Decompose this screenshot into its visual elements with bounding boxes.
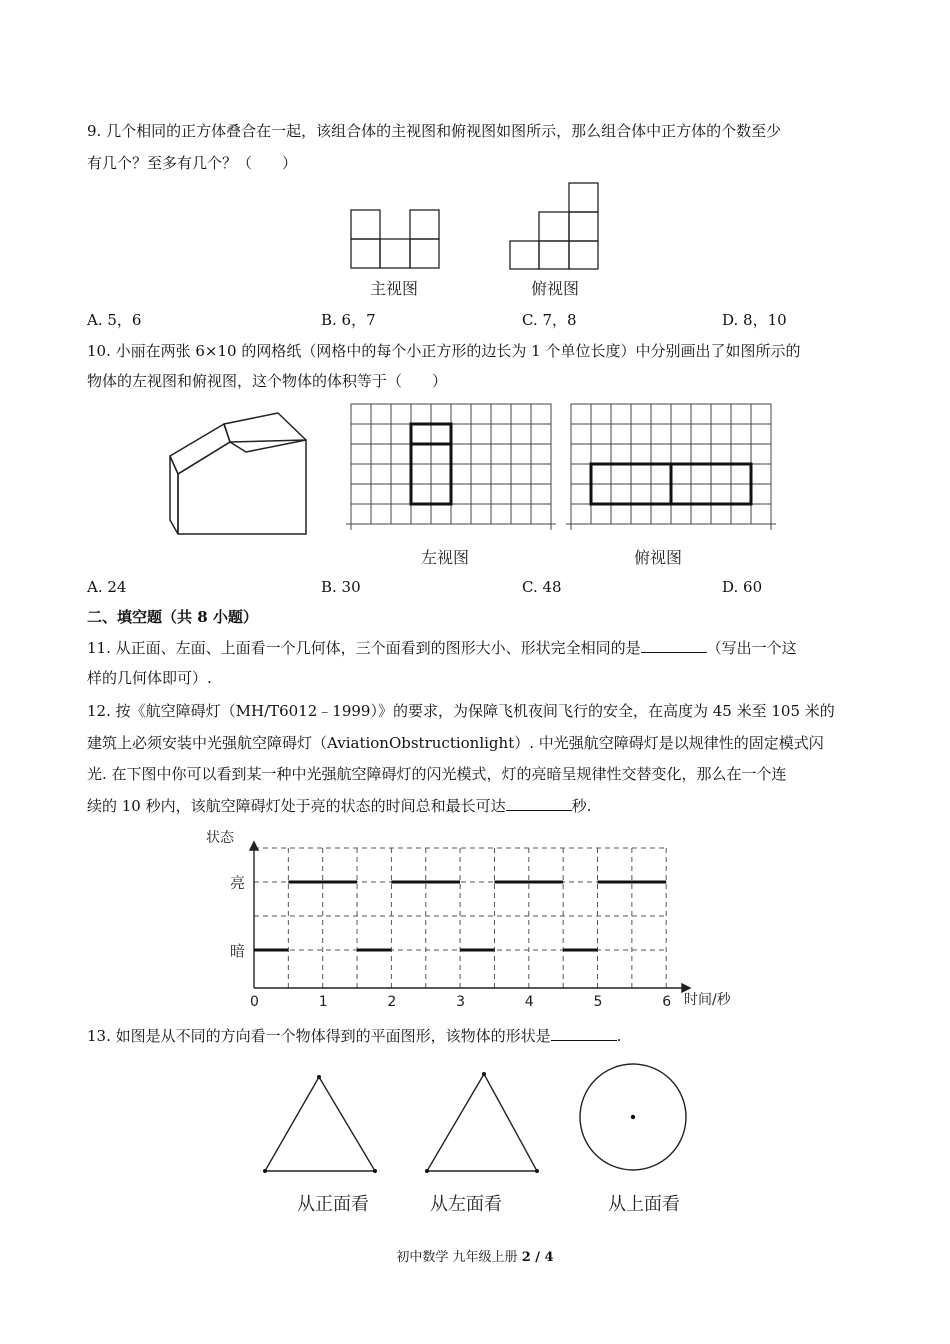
chart-y-axis-arrow [250, 842, 258, 850]
q12-light-status-chart [198, 824, 750, 1014]
q13-front-view-triangle [260, 1070, 380, 1178]
q11-answer-blank[interactable] [641, 638, 707, 653]
chart-ytick-label: 暗 [230, 942, 246, 960]
q11-text-line2: 样的几何体即可）. [87, 669, 212, 687]
q10-top-view-label: 俯视图 [634, 548, 683, 567]
page-footer [0, 1246, 950, 1265]
q10-left-view-grid [346, 400, 558, 532]
q10-solid-figure [166, 412, 308, 538]
q13-left-view-label: 从左面看 [430, 1194, 502, 1215]
q9-top-view-figure [509, 182, 601, 272]
q13-left-view-triangle [420, 1067, 544, 1179]
chart-ylabel: 状态 [206, 830, 234, 846]
q11-text-line1-part2: （写出一个这 [706, 639, 797, 657]
q12-text-line4-part2: 秒. [571, 797, 592, 815]
q9-text-line1: 9. 几个相同的正方体叠合在一起，该组合体的主视图和俯视图如图所示，那么组合体中正方体的个数至少 [87, 122, 782, 140]
chart-xtick-label: 4 [524, 994, 534, 1010]
q10-option-b: B. 30 [321, 578, 361, 596]
q13-top-view-label: 从上面看 [608, 1194, 680, 1215]
chart-xtick-label: 3 [456, 994, 466, 1010]
q11-text-line1 [87, 638, 797, 658]
q13-text-line1-part1: 13. 如图是从不同的方向看一个物体得到的平面图形，该物体的形状是 [87, 1027, 551, 1045]
q10-text-line1: 10. 小丽在两张 6×10 的网格纸（网格中的每个小正方形的边长为 1 个单位长度）中分别画出了如图所示的 [87, 342, 801, 360]
q13-text-line1 [87, 1026, 621, 1046]
q9-option-a: A. 5，6 [87, 311, 142, 329]
q9-top-view-label: 俯视图 [531, 279, 580, 298]
chart-xtick-label: 2 [387, 994, 397, 1010]
chart-x-axis-arrow [682, 984, 690, 992]
chart-xtick-label: 6 [662, 994, 672, 1010]
chart-xtick-label: 0 [250, 994, 259, 1010]
q12-text-line4 [87, 796, 591, 816]
q10-text-line2: 物体的左视图和俯视图，这个物体的体积等于（ ） [87, 372, 448, 390]
chart-xtick-label: 1 [318, 994, 328, 1010]
q10-option-d: D. 60 [722, 578, 763, 596]
q13-answer-blank[interactable] [551, 1026, 617, 1041]
q9-option-b: B. 6，7 [321, 311, 376, 329]
q12-answer-blank[interactable] [506, 796, 572, 811]
footer-text: 初中数学 九年级上册 [396, 1250, 522, 1265]
section-heading: 二、填空题（共 8 小题） [87, 608, 258, 626]
q10-option-c: C. 48 [522, 578, 562, 596]
q9-option-d: D. 8，10 [722, 311, 787, 329]
q10-left-view-label: 左视图 [421, 548, 470, 567]
q13-text-line1-part2: . [616, 1027, 622, 1045]
q10-option-a: A. 24 [87, 578, 127, 596]
chart-xtick-label: 5 [593, 994, 603, 1010]
q10-top-view-grid [566, 400, 778, 532]
q13-top-view-circle [576, 1062, 690, 1176]
footer-page-number: 2 / 4 [521, 1250, 554, 1265]
q12-text-line1: 12. 按《航空障碍灯（MH/T6012﹣1999）》的要求，为保障飞机夜间飞行的安全，在高度为 45 米至 105 米的 [87, 702, 835, 720]
chart-ytick-label: 亮 [230, 874, 246, 892]
q12-text-line4-part1: 续的 10 秒内，该航空障碍灯处于亮的状态的时间总和最长可达 [87, 797, 506, 815]
q9-front-view-figure [350, 209, 442, 271]
q11-text-line1-part1: 11. 从正面、左面、上面看一个几何体，三个面看到的图形大小、形状完全相同的是 [87, 639, 641, 657]
q9-option-c: C. 7，8 [522, 311, 577, 329]
q13-front-view-label: 从正面看 [297, 1194, 369, 1215]
q9-front-view-label: 主视图 [370, 279, 419, 298]
q12-text-line3: 光. 在下图中你可以看到某一种中光强航空障碍灯的闪光模式，灯的亮暗呈规律性交替变化，那么在一个连 [87, 765, 787, 783]
q12-text-line2: 建筑上必须安装中光强航空障碍灯（AviationObstructionlight）. 中光强航空障碍灯是以规律性的固定模式闪 [87, 734, 824, 752]
chart-xlabel: 时间/秒 [684, 992, 731, 1008]
q9-text-line2: 有几个？至多有几个？（ ） [87, 154, 298, 172]
